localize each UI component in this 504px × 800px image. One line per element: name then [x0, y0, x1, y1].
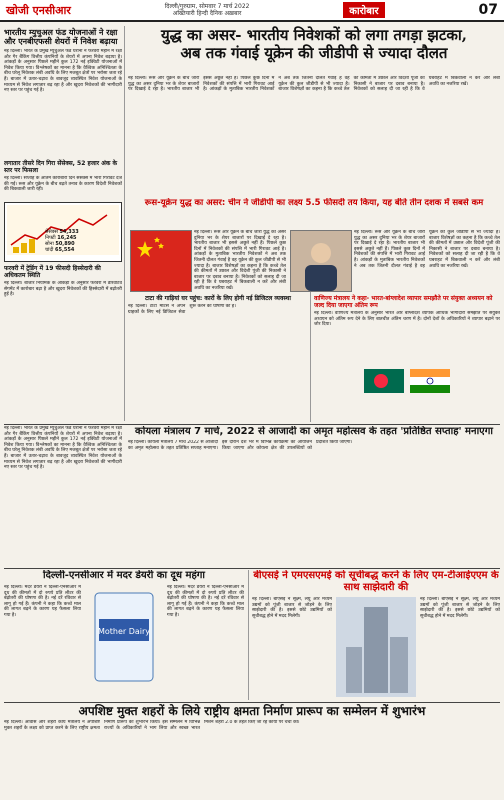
person-icon [291, 231, 351, 291]
page-header [0, 0, 504, 22]
india-flag-icon [410, 369, 450, 393]
paper-type: अख्तियारी हिन्दी दैनिक अख़बार [172, 10, 242, 17]
trade-body: नई दिल्ली। वाणिज्य मंत्रालय के अनुसार भारत और बांग्लादेश व्यापक आर्थिक भागीदारी समझौते पर संयुक्त अध्ययन को अंतिम रूप देने के लिए बातचीत अंतिम चरण में है। दोनों देशों के अधिकारियों ने व्यापार बढ़ाने पर जोर दिया। [314, 311, 500, 328]
main-headline-line2: अब तक गंवाई यूक्रेन की जीडीपी से ज्यादा दौलत [180, 44, 448, 62]
milk-pack-icon [85, 585, 163, 685]
market-ticker [4, 202, 122, 262]
sub-headline: रूस-यूक्रेन युद्ध का असर: चीन ने जीडीपी का लक्ष्य 5.5 फीसदी तय किया, यह बीते तीन दशक में सबसे कम [144, 198, 484, 208]
left-column [4, 26, 122, 421]
flag-group [314, 369, 500, 393]
dairy-story [4, 570, 244, 700]
trade-story [314, 292, 500, 422]
ticker-row: चांदी 65,554 [45, 247, 75, 253]
bottom-headline: अपशिष्ट मुक्त शहरों के लिये राष्ट्रीय क्षमता निर्माण प्रारूप का सम्मेलन में शुभारंभ [78, 704, 426, 718]
main-headline-line1: युद्ध का असर- भारतीय निवेशकों को लगा तगड़ा झटका, [160, 26, 468, 44]
column-divider [124, 26, 125, 421]
coal-body: नई दिल्ली। कोयला मंत्रालय 7 मार्च 2022 से आजादी का अमृत महोत्सव के तहत प्रतिष्ठित सप्ताह मनाएगा। इस दौरान देश भर में विभिन्न कार्यक्रमों का आयोजन किया जाएगा और कोयला क्षेत्र की उपलब्धियों को प्रदर्शित किया जाएगा। [128, 440, 353, 451]
coal-story [128, 426, 500, 566]
tata-story [128, 292, 308, 422]
page-number: 07 [478, 2, 498, 18]
main-body-text: नई दिल्ली। रूस और यूक्रेन के बीच जारी युद्ध का असर दुनिया भर के शेयर बाजारों पर दिखाई दे रहा है। भारतीय बाजार भी इससे अछूते नहीं हैं। पिछले कुछ दिनों में निवेशकों की संपत्ति में भारी गिरावट आई है। आंकड़ों के मुताबिक भारतीय निवेशकों ने अब तक जितनी दौलत गंवाई है वह यूक्रेन की कुल जीडीपी से भी ज्यादा है। बाजार विशेषज्ञों का कहना है कि कच्चे तेल की कीमतों में उछाल और विदेशी पूंजी की निकासी ने बाजार पर दबाव बनाया है। निवेशकों को सलाह दी जा रही है कि वे घबराहट में बिकवाली न करें और लंबी अवधि का नजरिया रखें। [128, 76, 500, 93]
sensex-headline: लगातार तीसरे दिन गिरा सेंसेक्स, 52 हजार अंक के स्तर पर फिसला [4, 160, 118, 174]
sub-story-text [194, 230, 286, 290]
hero-body: नई दिल्ली। बाजार नियामक के आंकड़ों के अनुसार फरवरी में डेरिवेटिव सेगमेंट में कारोबार बढ़ा है और खुदरा निवेशकों की हिस्सेदारी में बढ़ोतरी हुई है। [4, 281, 122, 298]
bse-body-left: नई दिल्ली। बीएसई ने सूक्ष्म, लघु और मध्यम उद्यमों को पूंजी बाजार से जोड़ने के लिए साझेदारी की है। इससे छोटे उद्यमियों को सूचीबद्ध होने में मदद मिलेगी। [252, 597, 332, 619]
ticker-row: सोना 50,890 [45, 241, 75, 247]
bottom-body: नई दिल्ली। आवास और शहरी कार्य मंत्रालय ने अपशिष्ट मुक्त शहरों के लक्ष्य को प्राप्त करने के लिए राष्ट्रीय क्षमता निर्माण प्रारूप का शुभारंभ किया। इस सम्मेलन में विभिन्न राज्यों के अधिकारियों ने भाग लिया और स्वच्छ भारत मिशन शहरी 2.0 के तहत किए जा रहे कार्यों पर चर्चा की। [4, 720, 300, 731]
dairy-body-left: नई दिल्ली। मदर डेयरी ने दिल्ली-एनसीआर में दूध की कीमतों में दो रुपये प्रति लीटर की बढ़ोतरी की घोषणा की है। नई दरें रविवार से लागू हो गई हैं। कंपनी ने कहा कि कच्चे माल की लागत बढ़ने के कारण यह फैसला लिया गया है। [4, 585, 81, 618]
hero-headline: फरवरी में ट्रेडिंग में 19 फीसदी हिस्सेदारी की अधिकतम स्थिति [4, 265, 101, 279]
bse-content [252, 597, 500, 697]
section-divider [4, 568, 500, 569]
bse-body-right: नई दिल्ली। बीएसई ने सूक्ष्म, लघु और मध्यम उद्यमों को पूंजी बाजार से जोड़ने के लिए साझेदारी की है। इससे छोटे उद्यमियों को सूचीबद्ध होने में मदद मिलेगी। [420, 597, 500, 619]
left-lower-text [4, 426, 122, 566]
sub-story-body: नई दिल्ली। रूस और यूक्रेन के बीच जारी युद्ध का असर दुनिया भर के शेयर बाजारों पर दिखाई दे रहा है। भारतीय बाजार भी इससे अछूते नहीं हैं। पिछले कुछ दिनों में निवेशकों की संपत्ति में भारी गिरावट आई है। आंकड़ों के मुताबिक भारतीय निवेशकों ने अब तक जितनी दौलत गंवाई है वह यूक्रेन की कुल जीडीपी से भी ज्यादा है। बाजार विशेषज्ञों का कहना है कि कच्चे तेल की कीमतों में उछाल और विदेशी पूंजी की निकासी ने बाजार पर दबाव बनाया है। निवेशकों को सलाह दी जा रही है कि वे घबराहट में बिकवाली न करें और लंबी अवधि का नजरिया रखें। [194, 230, 286, 290]
sensex-body: नई दिल्ली। सप्ताह के अंतिम कारोबारी दिन सेंसेक्स में भारी गिरावट दर्ज की गई। रूस और यूक्रेन के बीच बढ़ते तनाव के कारण विदेशी निवेशकों की बिकवाली जारी रही। [4, 176, 122, 193]
dairy-body-right: नई दिल्ली। मदर डेयरी ने दिल्ली-एनसीआर में दूध की कीमतों में दो रुपये प्रति लीटर की बढ़ोतरी की घोषणा की है। नई दरें रविवार से लागू हो गई हैं। कंपनी ने कहा कि कच्चे माल की लागत बढ़ने के कारण यह फैसला लिया गया है। [167, 585, 244, 618]
ticker-row: सेंसेक्स 54,333 [45, 229, 79, 235]
section-label: कारोबार [343, 2, 384, 18]
milk-pack-image [85, 585, 163, 685]
bangladesh-flag-icon [364, 369, 404, 393]
dairy-content [4, 585, 244, 685]
tata-body: नई दिल्ली। टाटा मोटर्स ने अपने ग्राहकों के लिए नई डिजिटल सेवा शुरू करने की घोषणा की है। [128, 304, 236, 315]
tata-headline: टाटा की गाड़ियां घर पहुंच: कारों के लिए होगी नई डिजिटल व्यवस्था [145, 295, 291, 302]
left-body: नई दिल्ली। भारत के प्रमुख म्यूचुअल फंड घरानों ने फरवरी महीने में रक्षा और गैर बैंकिंग वित्तीय कंपनियों के शेयरों में अपना निवेश बढ़ाया है। आंकड़ों के अनुसार पिछले महीने कुल 172 नई इक्विटी योजनाओं में निवेश किया गया। विश्लेषकों का मानना है कि वैश्विक अनिश्चितता के बीच घरेलू निवेशक लंबी अवधि के लिए मजबूत क्षेत्रों पर भरोसा जता रहे हैं। बाजार में उतार-चढ़ाव के बावजूद व्यवस्थित निवेश योजनाओं के माध्यम से निवेश लगातार बढ़ रहा है और खुदरा निवेशकों की भागीदारी नए स्तर पर पहुंच गई है। [4, 49, 122, 94]
main-headline-block [128, 26, 500, 74]
right-sub-body: नई दिल्ली। रूस और यूक्रेन के बीच जारी युद्ध का असर दुनिया भर के शेयर बाजारों पर दिखाई दे रहा है। भारतीय बाजार भी इससे अछूते नहीं हैं। पिछले कुछ दिनों में निवेशकों की संपत्ति में भारी गिरावट आई है। आंकड़ों के मुताबिक भारतीय निवेशकों ने अब तक जितनी दौलत गंवाई है वह यूक्रेन की कुल जीडीपी से भी ज्यादा है। बाजार विशेषज्ञों का कहना है कि कच्चे तेल की कीमतों में उछाल और विदेशी पूंजी की निकासी ने बाजार पर दबाव बनाया है। निवेशकों को सलाह दी जा रही है कि वे घबराहट में बिकवाली न करें और लंबी अवधि का नजरिया रखें। [354, 230, 500, 269]
bse-story [252, 570, 500, 700]
brand-logo: खोजी एनसीआर [6, 3, 71, 17]
putin-photo [290, 230, 352, 292]
dairy-logo-text: Mother Dairy [97, 627, 151, 636]
china-flag-photo [130, 230, 192, 292]
right-sub-text [354, 230, 500, 290]
main-body [128, 76, 500, 196]
trade-headline: वाणिज्य मंत्रालय ने कहा- भारत-बांग्लादेश व्यापार समझौते पर संयुक्त अध्ययन को जल्द दिया जाएगा अंतिम रूप [314, 295, 493, 309]
bse-building-icon [336, 597, 416, 697]
date-text: दिल्ली/गुरुग्राम, सोमवार 7 मार्च 2022 [164, 3, 250, 10]
section-divider [4, 424, 500, 425]
bottom-story [4, 704, 500, 798]
coal-headline: कोयला मंत्रालय 7 मार्च, 2022 से आजादी का अमृत महोत्सव के तहत 'प्रतिष्ठित सप्ताह' मनाएगा [135, 426, 493, 437]
bse-photo [336, 597, 416, 697]
left-headline: भारतीय म्युचुअल फंड योजनाओं ने रक्षा और एनबीएफसी शेयरों में निवेश बढ़ाया [4, 28, 118, 46]
column-divider [248, 570, 249, 700]
date-line [165, 3, 250, 17]
ticker-values [45, 229, 79, 253]
column-divider [310, 292, 311, 422]
ticker-row: निफ्टी 16,245 [45, 235, 77, 241]
sub-headline-block [128, 198, 500, 228]
china-flag-icon [131, 231, 191, 291]
dairy-headline: दिल्ली-एनसीआर में मदर डेयरी का दूध महंगा [43, 570, 205, 581]
bse-headline: बीएसई ने एमएसएमई को सूचीबद्ध करने के लिए एम-टीआईएएम के साथ साझेदारी की [253, 570, 499, 593]
left-lower-body: नई दिल्ली। भारत के प्रमुख म्यूचुअल फंड घरानों ने फरवरी महीने में रक्षा और गैर बैंकिंग वित्तीय कंपनियों के शेयरों में अपना निवेश बढ़ाया है। आंकड़ों के अनुसार पिछले महीने कुल 172 नई इक्विटी योजनाओं में निवेश किया गया। विश्लेषकों का मानना है कि वैश्विक अनिश्चितता के बीच घरेलू निवेशक लंबी अवधि के लिए मजबूत क्षेत्रों पर भरोसा जता रहे हैं। बाजार में उतार-चढ़ाव के बावजूद व्यवस्थित निवेश योजनाओं के माध्यम से निवेश लगातार बढ़ रहा है और खुदरा निवेशकों की भागीदारी नए स्तर पर पहुंच गई है। [4, 426, 122, 471]
section-divider [4, 702, 500, 703]
